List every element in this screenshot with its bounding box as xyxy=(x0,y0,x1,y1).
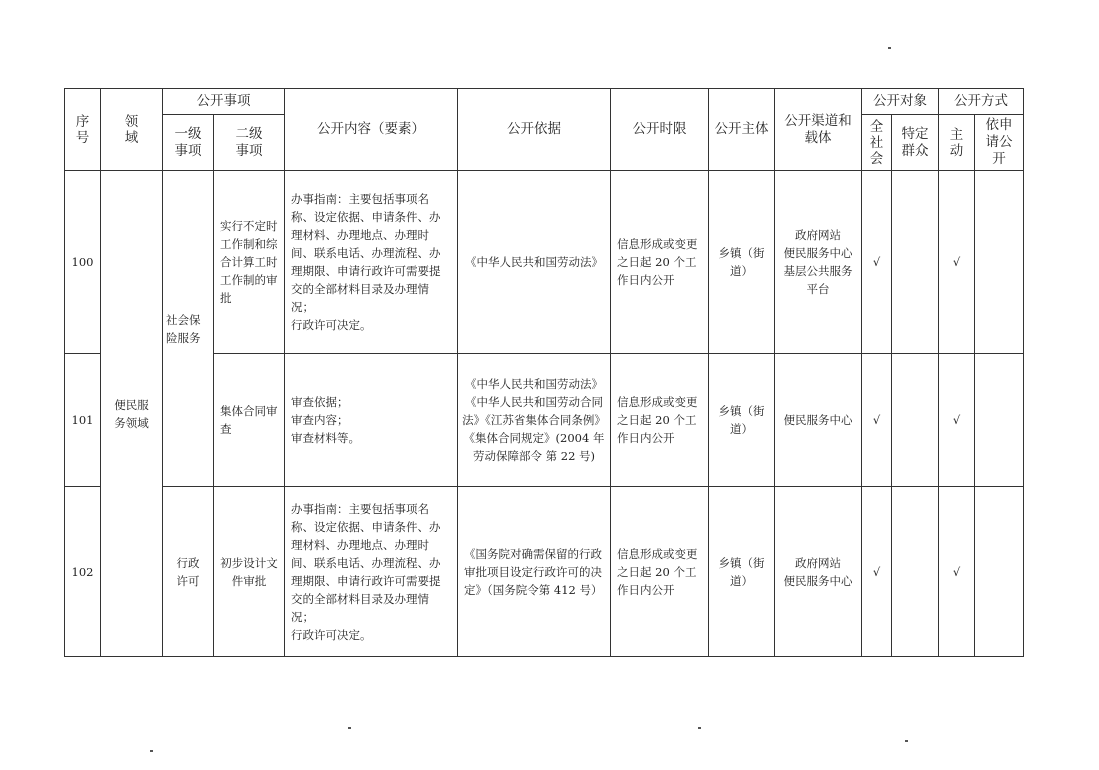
channel-line: 基层公共服务平台 xyxy=(783,264,853,296)
target-specific-check xyxy=(892,171,939,354)
level2-cell: 集体合同审查 xyxy=(214,354,285,487)
header-public-item: 公开事项 xyxy=(163,89,285,115)
header-target-all: 全社会 xyxy=(862,115,892,171)
channel-line: 便民服务中心 xyxy=(783,573,853,588)
mode-request-check xyxy=(975,171,1024,354)
domain-cell: 便民服务领域 xyxy=(101,171,163,657)
time-limit-cell: 信息形成或变更之日起 20 个工作日内公开 xyxy=(611,354,709,487)
mode-request-check xyxy=(975,354,1024,487)
content-cell xyxy=(285,487,458,657)
channel-cell xyxy=(775,487,862,657)
level1-cell: 社会保险服务 xyxy=(163,171,214,487)
level2-cell: 实行不定时工作制和综合计算工时工作制的审批 xyxy=(214,171,285,354)
row-seq: 102 xyxy=(65,487,101,657)
basis-cell: 《中华人民共和国劳动法》《中华人民共和国劳动合同法》《江苏省集体合同条例》《集体合同规定》(2004 年劳动保障部令 第 22 号) xyxy=(458,354,611,487)
content-line: 办事指南：主要包括事项名称、设定依据、申请条件、办理材料、办理地点、办理时间、联系电话、办理流程、办理期限、申请行政许可需要提交的全部材料目录及办理情况； xyxy=(291,192,441,314)
content-line: 行政许可决定。 xyxy=(291,318,372,332)
subject-cell: 乡镇（街道） xyxy=(709,487,775,657)
content-cell xyxy=(285,354,458,487)
header-level1: 一级事项 xyxy=(163,115,214,171)
row-seq: 101 xyxy=(65,354,101,487)
basis-cell: 《国务院对确需保留的行政审批项目设定行政许可的决定》（国务院令第 412 号） xyxy=(458,487,611,657)
header-time-limit: 公开时限 xyxy=(611,89,709,171)
channel-cell xyxy=(775,171,862,354)
disclosure-table xyxy=(64,88,1024,657)
content-cell xyxy=(285,171,458,354)
scan-speck xyxy=(348,727,351,729)
time-limit-cell: 信息形成或变更之日起 20 个工作日内公开 xyxy=(611,487,709,657)
table-row xyxy=(65,171,1024,354)
mode-active-check: √ xyxy=(939,354,975,487)
header-level2: 二级事项 xyxy=(214,115,285,171)
content-line: 审查依据； xyxy=(291,395,349,409)
header-target: 公开对象 xyxy=(862,89,939,115)
time-limit-cell: 信息形成或变更之日起 20 个工作日内公开 xyxy=(611,171,709,354)
scan-speck xyxy=(905,740,908,742)
header-domain: 领域 xyxy=(101,89,163,171)
level1-cell: 行政许可 xyxy=(163,487,214,657)
header-subject: 公开主体 xyxy=(709,89,775,171)
scan-speck xyxy=(150,750,153,752)
channel-line: 便民服务中心 xyxy=(783,413,853,427)
target-all-check: √ xyxy=(862,354,892,487)
target-specific-check xyxy=(892,354,939,487)
scan-speck xyxy=(888,47,891,49)
subject-cell: 乡镇（街道） xyxy=(709,171,775,354)
row-seq: 100 xyxy=(65,171,101,354)
header-mode-request: 依申请公开 xyxy=(975,115,1024,171)
header-mode: 公开方式 xyxy=(939,89,1024,115)
content-line: 办事指南：主要包括事项名称、设定依据、申请条件、办理材料、办理地点、办理时间、联系电话、办理流程、办理期限、申请行政许可需要提交的全部材料目录及办理情况； xyxy=(291,501,441,624)
level2-cell: 初步设计文件审批 xyxy=(214,487,285,657)
mode-request-check xyxy=(975,487,1024,657)
target-all-check: √ xyxy=(862,171,892,354)
header-mode-active: 主动 xyxy=(939,115,975,171)
content-line: 审查材料等。 xyxy=(291,431,360,445)
channel-line: 便民服务中心 xyxy=(783,246,853,260)
target-all-check: √ xyxy=(862,487,892,657)
header-content: 公开内容（要素） xyxy=(285,89,458,171)
channel-line: 政府网站 xyxy=(795,228,841,242)
subject-cell: 乡镇（街道） xyxy=(709,354,775,487)
content-line: 审查内容； xyxy=(291,413,349,427)
header-target-specific: 特定群众 xyxy=(892,115,939,171)
basis-cell: 《中华人民共和国劳动法》 xyxy=(458,171,611,354)
header-seq: 序号 xyxy=(65,89,101,171)
mode-active-check: √ xyxy=(939,487,975,657)
header-basis: 公开依据 xyxy=(458,89,611,171)
mode-active-check: √ xyxy=(939,171,975,354)
content-line: 行政许可决定。 xyxy=(291,627,372,642)
channel-cell xyxy=(775,354,862,487)
target-specific-check xyxy=(892,487,939,657)
table-row xyxy=(65,487,1024,657)
channel-line: 政府网站 xyxy=(795,555,841,570)
header-channel: 公开渠道和载体 xyxy=(775,89,862,171)
scan-speck xyxy=(698,727,701,729)
